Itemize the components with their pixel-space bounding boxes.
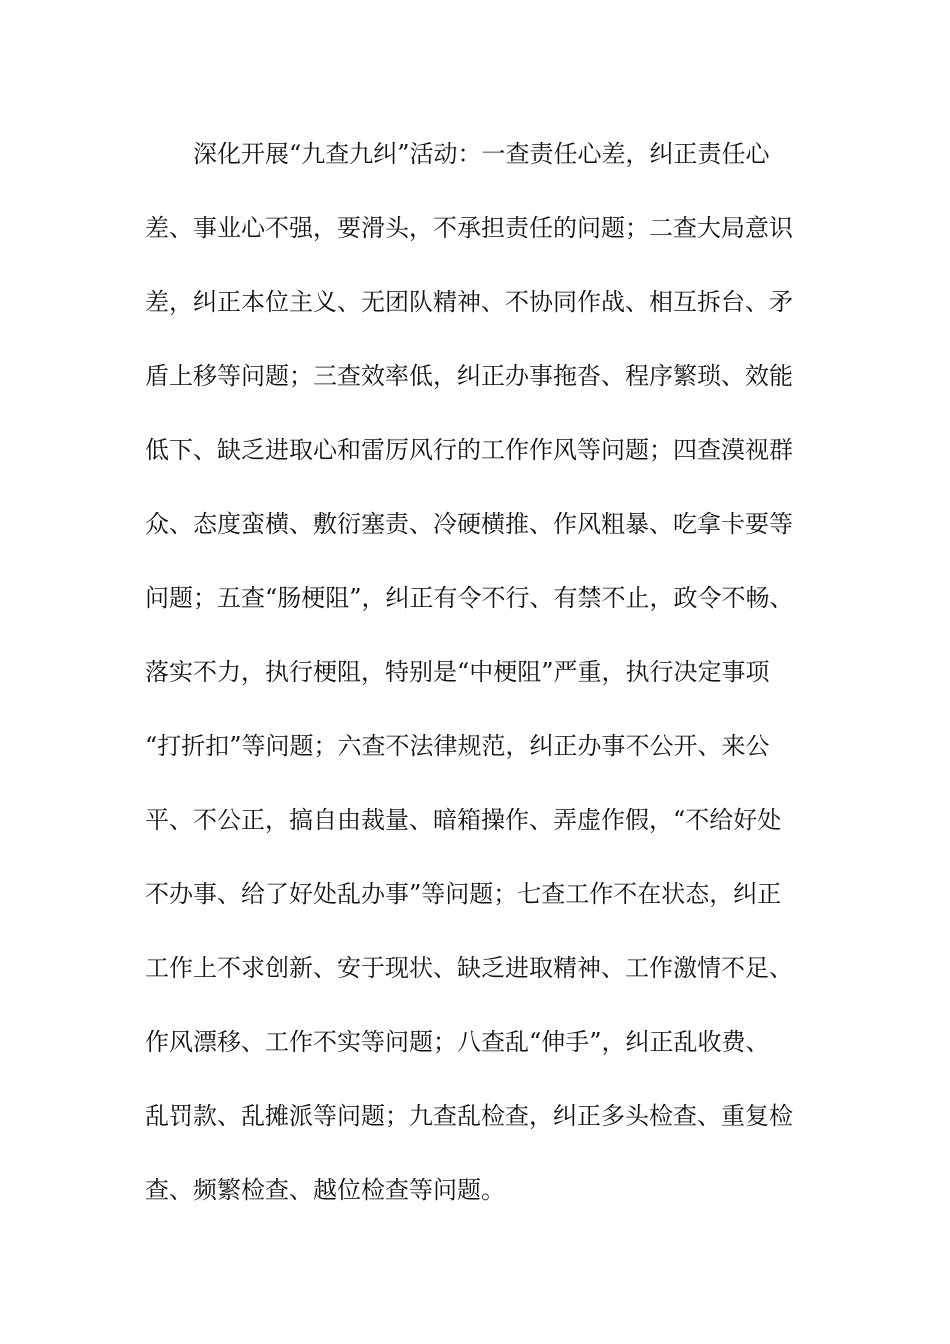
paragraph-line: 低下、缺乏进取心和雷厉风行的工作作风等问题；四查漠视群 [145, 436, 793, 464]
paragraph-line: 差，纠正本位主义、无团队精神、不协同作战、相互拆台、矛 [145, 288, 793, 316]
paragraph-line: 差、事业心不强，要滑头，不承担责任的问题；二查大局意识 [145, 214, 793, 242]
paragraph-line: 查、频繁检查、越位检查等问题。 [145, 1176, 505, 1204]
paragraph-line: 不办事、给了好处乱办事”等问题；七查工作不在状态，纠正 [145, 880, 782, 908]
paragraph-line: 乱罚款、乱摊派等问题；九查乱检查，纠正多头检查、重复检 [145, 1102, 793, 1130]
paragraph-line: 平、不公正，搞自由裁量、暗箱操作、弄虚作假，“不给好处 [145, 806, 782, 834]
paragraph-line: 问题；五查“肠梗阻”，纠正有令不行、有禁不止，政令不畅、 [145, 584, 794, 612]
paragraph-line: 落实不力，执行梗阻，特别是“中梗阻”严重，执行决定事项 [145, 658, 770, 686]
paragraph-line: 众、态度蛮横、敷衍塞责、冷硬横推、作风粗暴、吃拿卡要等 [145, 510, 793, 538]
paragraph-line: 作风漂移、工作不实等问题；八查乱“伸手”，纠正乱收费、 [145, 1028, 770, 1056]
paragraph-line: “打折扣”等问题；六查不法律规范，纠正办事不公开、来公 [145, 732, 770, 760]
body-paragraph [145, 134, 845, 1244]
paragraph-line: 深化开展“九查九纠”活动：一查责任心差，纠正责任心 [193, 140, 770, 168]
paragraph-line: 盾上移等问题；三查效率低，纠正办事拖沓、程序繁琐、效能 [145, 362, 793, 390]
paragraph-line: 工作上不求创新、安于现状、缺乏进取精神、工作激情不足、 [145, 954, 793, 982]
